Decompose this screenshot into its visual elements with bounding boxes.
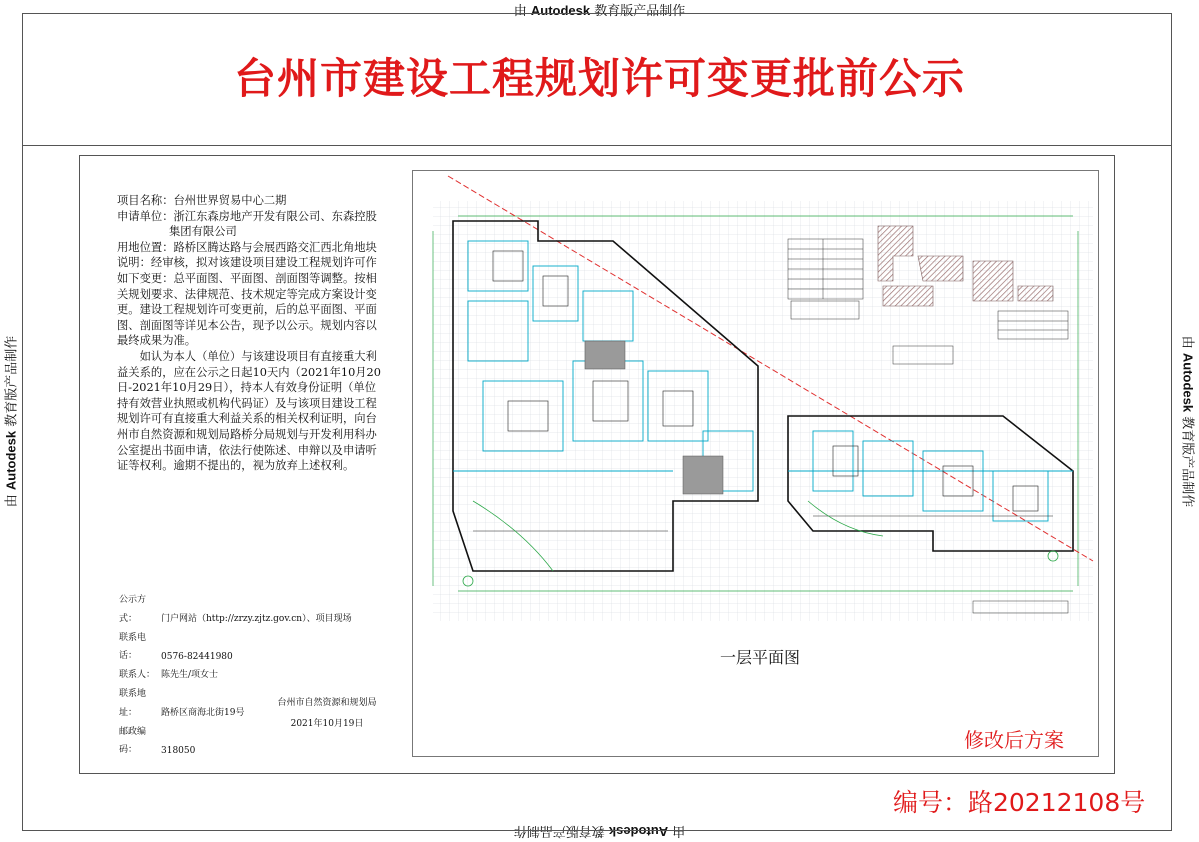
floor-plan-drawing [413, 171, 1098, 631]
applicant: 申请单位：浙江东森房地产开发有限公司、东森控股集团有限公司 [117, 209, 377, 239]
serial-number: 编号：路20212108号 [893, 788, 1146, 817]
issue-date: 2021年10月19日 [290, 719, 364, 729]
page-title: 台州市建设工程规划许可变更批前公示 [233, 54, 965, 103]
drawing-caption: 一层平面图 [720, 648, 801, 667]
issuer-block [262, 693, 392, 735]
watermark-right: 由 Autodesk 教育版产品制作 [1179, 335, 1196, 508]
explanation: 说明：经审核，拟对该建设项目建设工程规划许可作如下变更：总平面图、平面图、剖面图等调整。按相关规划要求、法律规范、技术规定等完成方案设计变更。建设工程规划许可变更前，后的总平面图、平面图、剖面图等详见本公告，现予以公示。规划内容以最终成果为准。 [117, 256, 377, 348]
contact-row-address: 联系地址： 路桥区商海北街19号 [119, 688, 245, 718]
watermark-top: 由 Autodesk 教育版产品制作 [513, 3, 686, 19]
watermark-bottom: 由 Autodesk 教育版产品制作 [513, 823, 686, 839]
notice-text [117, 193, 387, 474]
contact-row-postcode: 邮政编码： 318050 [119, 726, 196, 756]
contact-row-method: 公示方式： 门户网站（http://zrzy.zjtz.gov.cn）、项目现场 [119, 595, 352, 624]
title-divider [22, 145, 1172, 146]
issuer-org: 台州市自然资源和规划局 [277, 698, 377, 708]
watermark-left: 由 Autodesk 教育版产品制作 [3, 335, 20, 508]
stakeholder-notice: 如认为本人（单位）与该建设项目有直接重大利益关系的，应在公示之日起10天内（2021年10月20日-2021年10月29日），持本人有效身份证明（单位持有效营业执照或机构代码证）及与该项目建设工程规划许可有直接重大利益关系的相关权利证明，向台州市自然资源和规划局路桥分局规划与开发利用科办公室提出书面申请，依法行使陈述、申辩以及申请听证等权利。逾期不提出的，视为放弃上述权利。 [117, 349, 381, 473]
scheme-label: 修改后方案 [964, 728, 1064, 752]
contact-row-phone: 联系电话： 0576-82441980 [119, 632, 233, 662]
project-name: 项目名称：台州世界贸易中心二期 [117, 194, 287, 207]
site-location: 用地位置：路桥区腾达路与会展西路交汇西北角地块 [117, 240, 377, 254]
contact-row-person: 联系人： 陈先生/项女士 [119, 670, 219, 681]
